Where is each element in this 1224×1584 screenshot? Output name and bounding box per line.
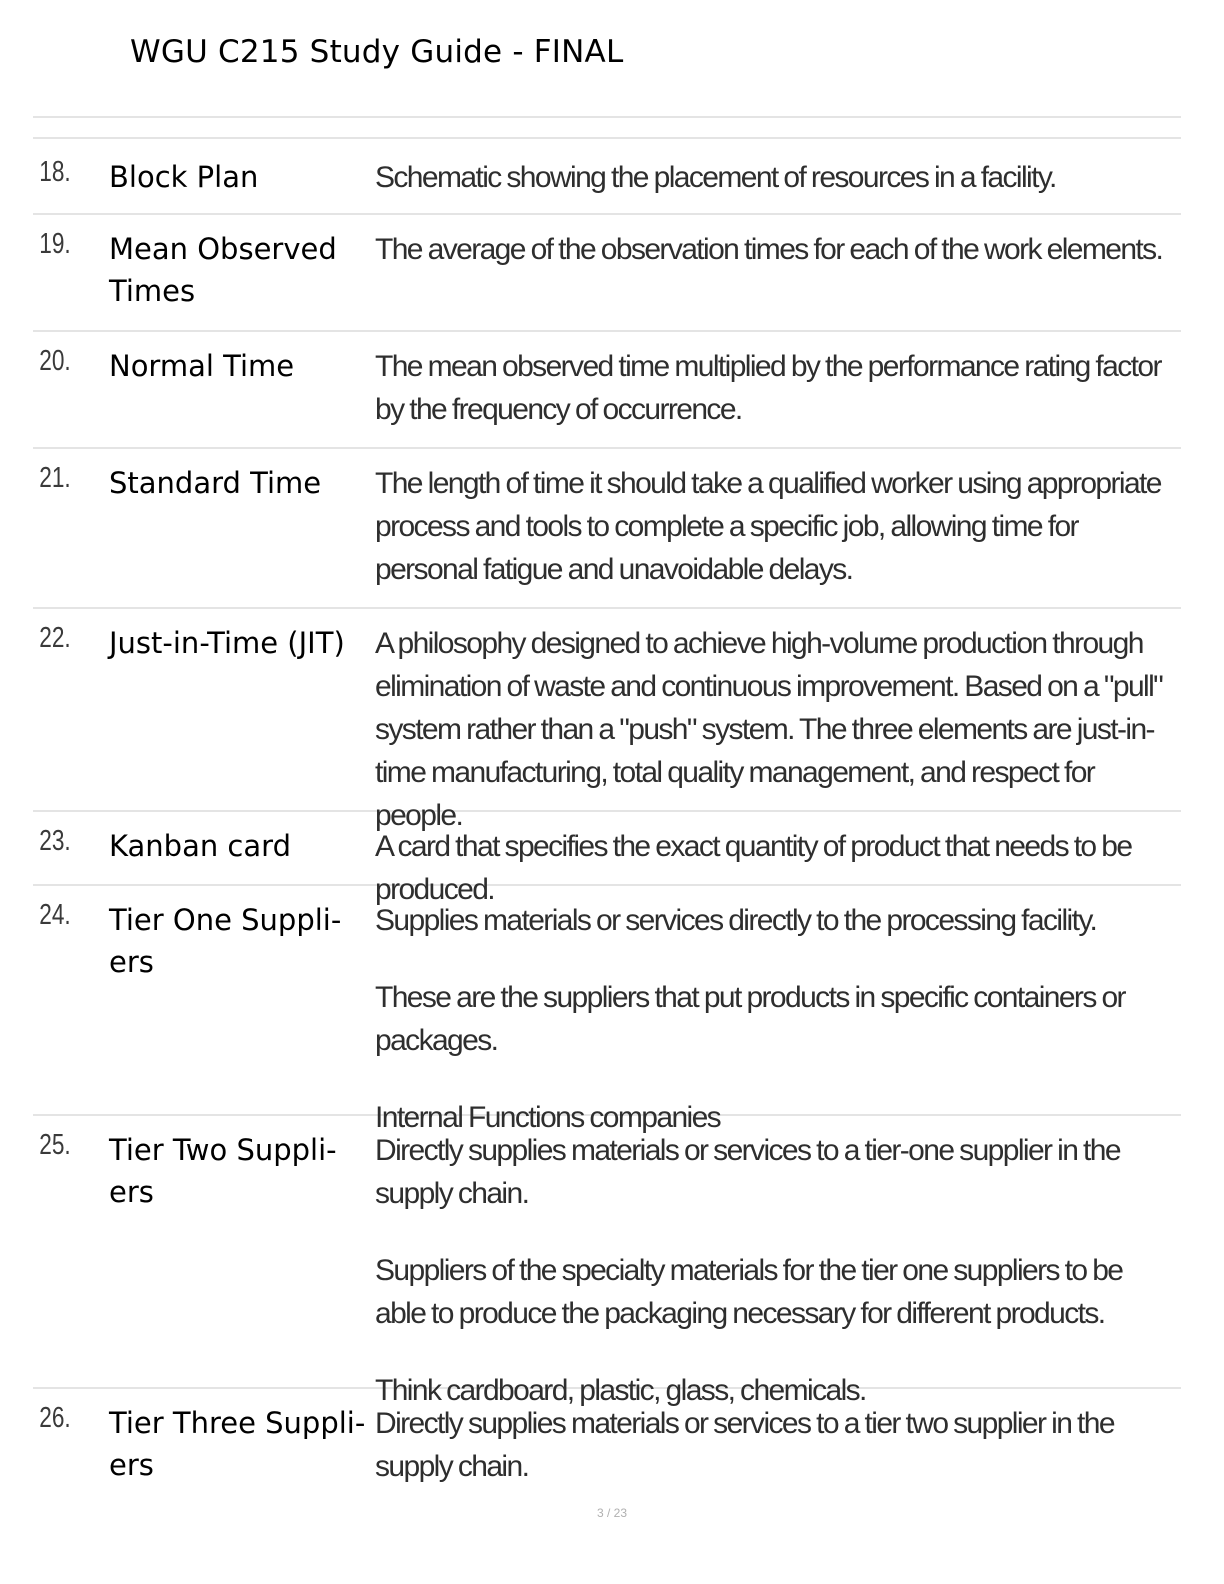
table-row xyxy=(33,332,1181,449)
entry-definitions xyxy=(375,345,1181,431)
entry-number: 19. xyxy=(39,228,71,260)
entry-term: Block Plan xyxy=(109,160,259,194)
definition-text: The length of time it should take a qualified worker using appropriate process and tools to complete a specific job, allowing time for personal fatigue and unavoidable delays. xyxy=(375,467,1161,586)
entry-term: Mean Observed Times xyxy=(109,232,337,308)
entry-definitions xyxy=(375,156,1181,199)
entry-number: 23. xyxy=(39,825,71,857)
table-row xyxy=(33,886,1181,1134)
definition-text: The average of the observation times for each of the work elements. xyxy=(375,233,1163,266)
definition-text: Directly supplies materials or services to a tier-one supplier in the supply chain. xyxy=(375,1134,1120,1210)
entry-term: Tier Three Suppli- ers xyxy=(109,1406,366,1482)
table-row xyxy=(33,449,1181,609)
definition-text: Directly supplies materials or services to a tier two supplier in the supply chain. xyxy=(375,1407,1114,1483)
entry-number: 25. xyxy=(39,1129,71,1161)
entry-term: Normal Time xyxy=(109,349,295,383)
table-row xyxy=(33,1389,1181,1499)
entry-definitions xyxy=(375,1402,1181,1488)
table-row xyxy=(33,215,1181,332)
document-title: WGU C215 Study Guide - FINAL xyxy=(130,34,624,70)
entry-term: Standard Time xyxy=(109,466,322,500)
header-divider xyxy=(33,116,1181,118)
entry-term: Kanban card xyxy=(109,829,291,863)
entry-term: Tier One Suppli- ers xyxy=(109,903,342,979)
definition-text: Schematic showing the placement of resources in a facility. xyxy=(375,161,1056,194)
table-row xyxy=(33,609,1181,832)
page-indicator: 3 / 23 xyxy=(596,1506,628,1520)
entry-definitions xyxy=(375,462,1181,591)
table-row xyxy=(33,139,1181,215)
entry-term: Just-in-Time (JIT) xyxy=(109,626,345,660)
entry-definitions xyxy=(375,899,1181,1139)
entry-number: 24. xyxy=(39,899,71,931)
definition-text: The mean observed time multiplied by the performance rating factor by the frequency of occurrence. xyxy=(375,350,1161,426)
glossary-table xyxy=(33,137,1181,1499)
definition-text: Think cardboard, plastic, glass, chemicals. xyxy=(375,1374,866,1407)
entry-number: 26. xyxy=(39,1402,71,1434)
entry-number: 20. xyxy=(39,345,71,377)
definition-text: A card that specifies the exact quantity of product that needs to be produced. xyxy=(375,830,1132,906)
table-row xyxy=(33,1116,1181,1407)
definition-text: Suppliers of the specialty materials for the tier one suppliers to be able to produce the packaging necessary for different products. xyxy=(375,1254,1123,1330)
definition-text: A philosophy designed to achieve high-volume production through elimination of waste and continuous improvement. Based on a "pull" system rather than a "push" system. The three elements are just-in-time manufacturing, total quality management, and respect for people. xyxy=(375,627,1163,832)
definition-text: Internal Functions companies xyxy=(375,1101,721,1134)
definition-text: Supplies materials or services directly to the processing facility. xyxy=(375,904,1097,937)
entry-definitions xyxy=(375,622,1181,837)
entry-number: 22. xyxy=(39,622,71,654)
entry-definitions xyxy=(375,1129,1181,1412)
entry-term: Tier Two Suppli- ers xyxy=(109,1133,337,1209)
entry-number: 18. xyxy=(39,156,71,188)
definition-text: These are the suppliers that put products in specific containers or packages. xyxy=(375,981,1125,1057)
entry-definitions xyxy=(375,228,1181,271)
entry-number: 21. xyxy=(39,462,71,494)
